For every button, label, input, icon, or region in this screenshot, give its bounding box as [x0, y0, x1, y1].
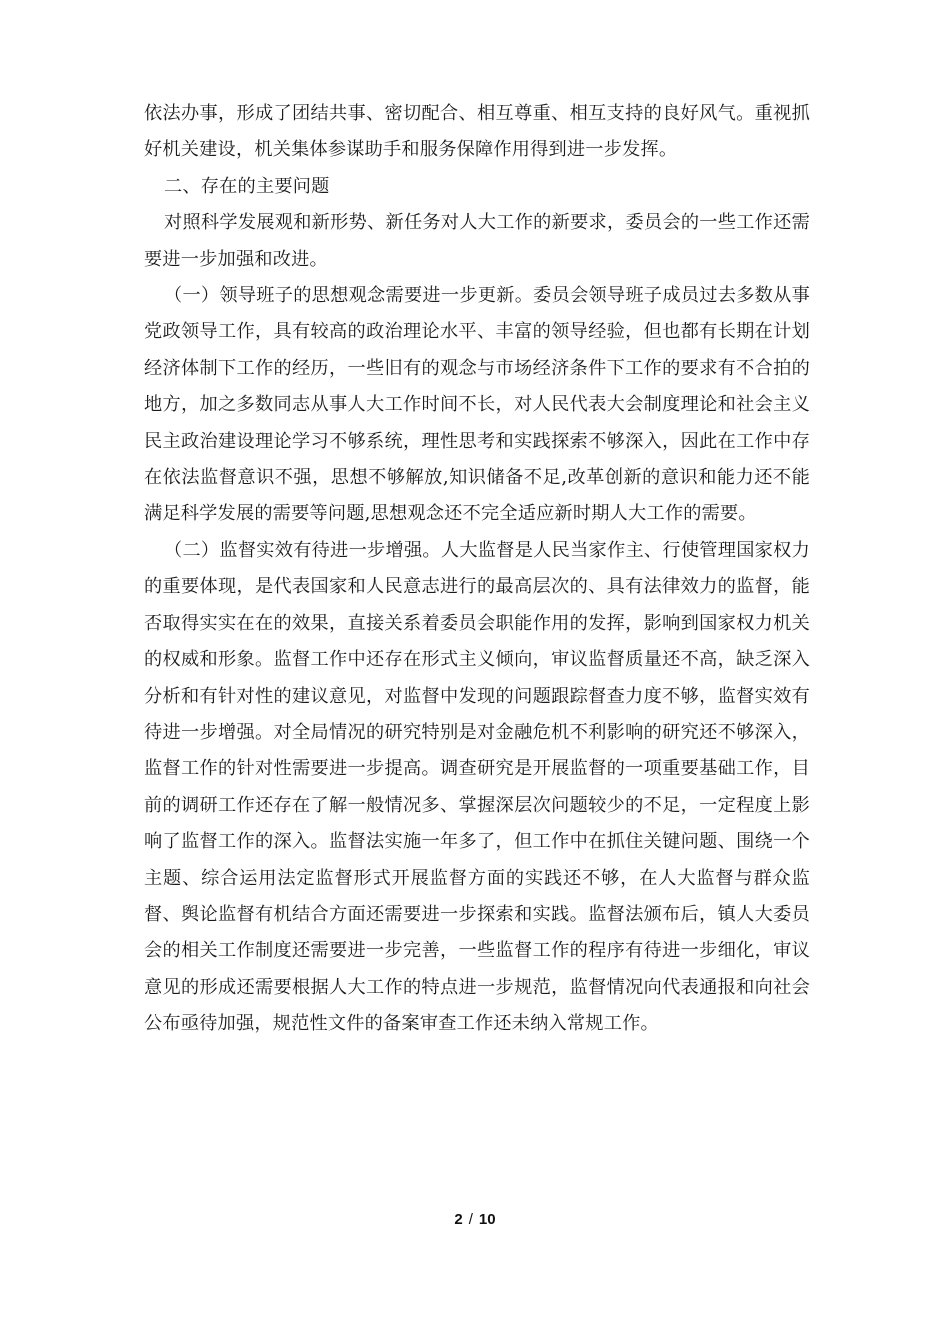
- paragraph-item-1: （一）领导班子的思想观念需要进一步更新。委员会领导班子成员过去多数从事党政领导工作，具有较高的政治理论水平、丰富的领导经验，但也都有长期在计划经济体制下工作的经历，一些旧有的观念与市场经济条件下工作的要求有不合拍的地方，加之多数同志从事人大工作时间不长，对人民代表大会制度理论和社会主义民主政治建设理论学习不够系统，理性思考和实践探索不够深入，因此在工作中存在依法监督意识不强，思想不够解放,知识储备不足,改革创新的意识和能力还不能满足科学发展的需要等问题,思想观念还不完全适应新时期人大工作的需要。: [144, 285, 810, 525]
- paragraph-intro: 对照科学发展观和新形势、新任务对人大工作的新要求，委员会的一些工作还需要进一步加强和改进。: [144, 212, 810, 270]
- total-pages-number: 10: [478, 1211, 496, 1228]
- paragraph-continuation: 依法办事，形成了团结共事、密切配合、相互尊重、相互支持的良好风气。重视抓好机关建设，机关集体参谋助手和服务保障作用得到进一步发挥。: [144, 103, 810, 161]
- paragraph-item-2: （二）监督实效有待进一步增强。人大监督是人民当家作主、行使管理国家权力的重要体现，是代表国家和人民意志进行的最高层次的、具有法律效力的监督，能否取得实实在在的效果，直接关系着委员会职能作用的发挥，影响到国家权力机关的权威和形象。监督工作中还存在形式主义倾向，审议监督质量还不高，缺乏深入分析和有针对性的建议意见，对监督中发现的问题跟踪督查力度不够，监督实效有待进一步增强。对全局情况的研究特别是对金融危机不利影响的研究还不够深入，监督工作的针对性需要进一步提高。调查研究是开展监督的一项重要基础工作，目前的调研工作还存在了解一般情况多、掌握深层次问题较少的不足，一定程度上影响了监督工作的深入。监督法实施一年多了，但工作中在抓住关键问题、围绕一个主题、综合运用法定监督形式开展监督方面的实践还不够，在人大监督与群众监督、舆论监督有机结合方面还需要进一步探索和实践。监督法颁布后，镇人大委员会的相关工作制度还需要进一步完善，一些监督工作的程序有待进一步细化，审议意见的形成还需要根据人大工作的特点进一步规范，监督情况向代表通报和向社会公布亟待加强，规范性文件的备案审查工作还未纳入常规工作。: [144, 539, 810, 1035]
- document-body: [144, 96, 810, 1043]
- current-page-number: 2: [454, 1211, 463, 1228]
- page-number: [0, 1211, 950, 1228]
- section-heading: 二、存在的主要问题: [164, 175, 330, 197]
- page-separator: /: [468, 1211, 473, 1228]
